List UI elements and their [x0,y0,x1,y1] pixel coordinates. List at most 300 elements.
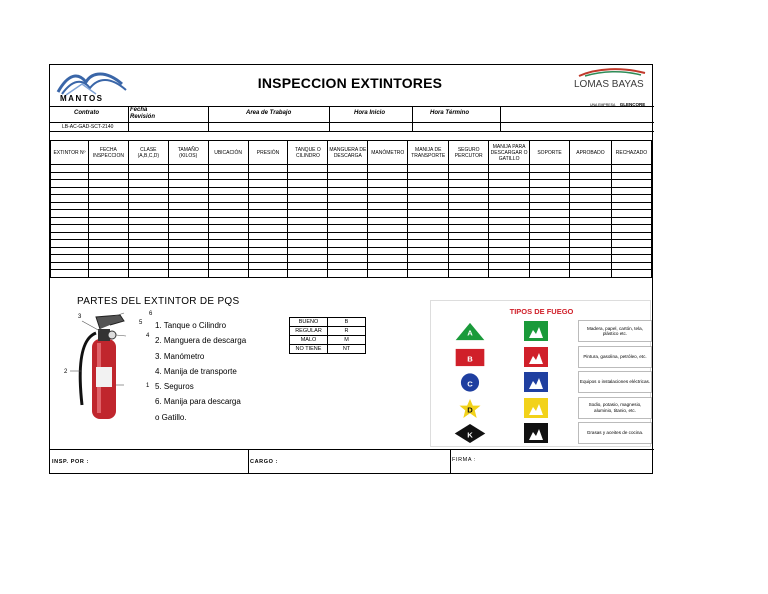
column-header: SOPORTE [530,141,570,165]
fire-class-b-icon [453,347,487,368]
table-cell[interactable] [288,187,328,195]
table-cell[interactable] [288,255,328,263]
table-cell[interactable] [51,202,89,210]
lomas-bayas-sub [590,93,645,111]
table-cell[interactable] [368,247,408,255]
table-cell[interactable] [51,195,89,203]
table-cell[interactable] [208,247,248,255]
table-cell[interactable] [128,180,168,188]
table-cell[interactable] [88,195,128,203]
code-row-bottom [50,131,654,132]
fire-class-letter: K [467,430,473,440]
fire-type-description: Sodio, potasio, magnesio, aluminio, titanio, etc. [579,398,651,418]
table-cell[interactable] [248,180,288,188]
table-cell[interactable] [248,217,288,225]
table-cell[interactable] [449,240,489,248]
part-item: 3. Manómetro [155,351,205,361]
mantos-logo-text: MANTOS [60,94,104,103]
table-cell[interactable] [288,202,328,210]
table-cell[interactable] [530,195,570,203]
fire-class-letter: D [467,404,473,414]
table-cell[interactable] [569,195,611,203]
table-row [51,195,652,203]
table-cell[interactable] [368,210,408,218]
table-cell[interactable] [328,180,368,188]
table-cell[interactable] [168,247,208,255]
extinguisher-icon [80,315,124,419]
table-cell[interactable] [530,247,570,255]
table-cell[interactable] [408,187,449,195]
table-cell[interactable] [611,210,651,218]
lomas-swoosh-icon [577,67,647,77]
table-cell[interactable] [288,225,328,233]
table-cell[interactable] [569,172,611,180]
table-cell[interactable] [128,270,168,278]
table-cell[interactable] [489,217,530,225]
table-cell[interactable] [569,210,611,218]
fire-class-letter: A [467,328,473,338]
table-cell[interactable] [408,180,449,188]
table-cell[interactable] [368,255,408,263]
callout-6: 6 [149,311,153,317]
table-cell[interactable] [489,202,530,210]
signature-divider [450,449,451,474]
info-divider [329,106,330,131]
table-cell[interactable] [51,172,89,180]
table-cell[interactable] [569,247,611,255]
table-cell[interactable] [408,262,449,270]
table-cell[interactable] [168,225,208,233]
legend-code: NT [328,345,366,354]
table-cell[interactable] [368,262,408,270]
fire-type-row [431,398,652,422]
table-cell[interactable] [208,187,248,195]
table-cell[interactable] [489,180,530,188]
fire-class-d-icon [453,398,487,419]
table-cell[interactable] [489,247,530,255]
table-cell[interactable] [51,180,89,188]
table-cell[interactable] [248,247,288,255]
table-cell[interactable] [489,232,530,240]
column-header: PRESIÓN [248,141,288,165]
legend-label: NO TIENE [290,345,328,354]
table-body [51,165,652,278]
table-cell[interactable] [489,262,530,270]
mantos-mountain-icon [56,68,128,96]
company-sub-label: UNA EMPRESA [590,103,616,107]
table-cell[interactable] [208,180,248,188]
column-header: MANGUERA DE DESCARGA [328,141,368,165]
table-cell[interactable] [128,217,168,225]
table-cell[interactable] [611,180,651,188]
table-cell[interactable] [288,240,328,248]
table-cell[interactable] [569,232,611,240]
table-cell[interactable] [408,255,449,263]
table-cell[interactable] [569,165,611,173]
table-cell[interactable] [449,270,489,278]
table-cell[interactable] [449,172,489,180]
table-cell[interactable] [611,232,651,240]
table-cell[interactable] [530,232,570,240]
table-row [51,270,652,278]
table-cell[interactable] [611,255,651,263]
table-cell[interactable] [368,232,408,240]
table-cell[interactable] [408,195,449,203]
table-cell[interactable] [51,270,89,278]
table-cell[interactable] [128,187,168,195]
fire-types-title: TIPOS DE FUEGO [509,307,574,316]
callout-4: 4 [146,333,150,339]
table-cell[interactable] [128,255,168,263]
column-header: RECHAZADO [611,141,651,165]
page-title: INSPECCION EXTINTORES [257,75,443,91]
lomas-bayas-logo [572,67,652,107]
table-cell[interactable] [449,217,489,225]
fire-class-letter: B [467,353,473,363]
table-cell[interactable] [328,232,368,240]
table-cell[interactable] [449,180,489,188]
table-cell[interactable] [128,240,168,248]
fire-pictogram-icon [524,321,548,341]
part-item: 5. Seguros [155,382,194,392]
table-cell[interactable] [88,270,128,278]
table-cell[interactable] [328,187,368,195]
table-cell[interactable] [489,240,530,248]
table-cell[interactable] [168,172,208,180]
table-cell[interactable] [208,270,248,278]
table-cell[interactable] [611,165,651,173]
table-cell[interactable] [569,180,611,188]
table-cell[interactable] [248,240,288,248]
table-cell[interactable] [449,210,489,218]
table-cell[interactable] [569,217,611,225]
table-cell[interactable] [569,202,611,210]
fecha-revision-label: Fecha Revisión [130,107,156,120]
callout-5: 5 [139,320,143,326]
table-cell[interactable] [51,187,89,195]
table-cell[interactable] [408,232,449,240]
column-header: SEGURO PERCUTOR [449,141,489,165]
table-cell[interactable] [368,187,408,195]
legend-label: MALO [290,336,328,345]
table-row [51,217,652,225]
table-cell[interactable] [408,240,449,248]
table-cell[interactable] [489,210,530,218]
table-cell[interactable] [88,255,128,263]
mantos-logo [56,68,128,104]
column-header: FECHA INSPECCION [88,141,128,165]
table-cell[interactable] [328,262,368,270]
table-cell[interactable] [168,195,208,203]
table-cell[interactable] [449,247,489,255]
table-cell[interactable] [328,172,368,180]
table-cell[interactable] [489,187,530,195]
table-cell[interactable] [611,225,651,233]
table-row [51,165,652,173]
table-cell[interactable] [368,217,408,225]
table-cell[interactable] [449,165,489,173]
column-header: APROBADO [569,141,611,165]
table-cell[interactable] [288,232,328,240]
table-cell[interactable] [88,180,128,188]
table-cell[interactable] [408,225,449,233]
table-cell[interactable] [530,255,570,263]
table-cell[interactable] [611,195,651,203]
table-cell[interactable] [51,165,89,173]
table-cell[interactable] [208,165,248,173]
table-cell[interactable] [288,165,328,173]
table-cell[interactable] [530,172,570,180]
table-cell[interactable] [248,210,288,218]
column-header: MANIJA PARA DESCARGAR O GATILLO [489,141,530,165]
table-cell[interactable] [128,262,168,270]
table-cell[interactable] [489,225,530,233]
column-header: UBICACIÓN [208,141,248,165]
table-cell[interactable] [489,172,530,180]
table-cell[interactable] [288,247,328,255]
table-cell[interactable] [368,240,408,248]
fire-type-row [431,423,652,447]
table-cell[interactable] [449,255,489,263]
table-cell[interactable] [168,270,208,278]
table-cell[interactable] [449,202,489,210]
table-cell[interactable] [288,210,328,218]
table-cell[interactable] [128,225,168,233]
table-cell[interactable] [408,217,449,225]
table-cell[interactable] [168,180,208,188]
table-cell[interactable] [248,262,288,270]
legend-row [290,345,366,354]
extinguisher-illustration [60,309,142,425]
fire-type-description: Grasas y aceites de cocina. [579,423,651,443]
table-cell[interactable] [530,262,570,270]
table-cell[interactable] [328,247,368,255]
table-cell[interactable] [288,270,328,278]
table-row [51,247,652,255]
table-cell[interactable] [328,255,368,263]
table-cell[interactable] [328,240,368,248]
table-cell[interactable] [168,165,208,173]
table-cell[interactable] [88,247,128,255]
table-cell[interactable] [328,202,368,210]
table-cell[interactable] [51,255,89,263]
table-cell[interactable] [248,202,288,210]
table-cell[interactable] [51,232,89,240]
table-cell[interactable] [408,247,449,255]
table-cell[interactable] [128,232,168,240]
fire-pictogram-icon [524,423,548,443]
lomas-bayas-text: LOMAS BAYAS [574,79,644,90]
signature-divider [248,449,249,474]
table-cell[interactable] [569,240,611,248]
table-cell[interactable] [368,225,408,233]
column-header: MANIJA DE TRANSPORTE [408,141,449,165]
table-cell[interactable] [51,217,89,225]
table-cell[interactable] [328,210,368,218]
table-cell[interactable] [288,180,328,188]
table-cell[interactable] [408,270,449,278]
table-cell[interactable] [248,165,288,173]
info-divider [208,106,209,131]
table-cell[interactable] [449,232,489,240]
table-cell[interactable] [449,225,489,233]
table-cell[interactable] [569,187,611,195]
table-cell[interactable] [368,172,408,180]
table-cell[interactable] [530,165,570,173]
table-cell[interactable] [208,210,248,218]
table-cell[interactable] [408,210,449,218]
table-cell[interactable] [569,225,611,233]
table-cell[interactable] [168,262,208,270]
table-cell[interactable] [88,187,128,195]
table-cell[interactable] [168,217,208,225]
table-cell[interactable] [328,270,368,278]
table-cell[interactable] [530,187,570,195]
table-cell[interactable] [530,202,570,210]
table-cell[interactable] [88,210,128,218]
table-cell[interactable] [288,172,328,180]
table-cell[interactable] [248,255,288,263]
table-cell[interactable] [88,232,128,240]
fire-pictogram-icon [524,398,548,418]
table-cell[interactable] [489,270,530,278]
table-cell[interactable] [88,217,128,225]
table-cell[interactable] [449,262,489,270]
part-item: 2. Manguera de descarga [155,336,247,346]
table-cell[interactable] [208,240,248,248]
fire-type-description: Equipos o instalaciones eléctricas. [579,372,651,392]
table-cell[interactable] [530,217,570,225]
table-cell[interactable] [611,262,651,270]
table-cell[interactable] [408,202,449,210]
signature-row-top [50,449,654,450]
table-cell[interactable] [611,202,651,210]
inspection-table [50,140,652,278]
table-cell[interactable] [88,240,128,248]
table-cell[interactable] [611,270,651,278]
table-cell[interactable] [88,262,128,270]
table-cell[interactable] [489,255,530,263]
table-cell[interactable] [88,225,128,233]
table-cell[interactable] [51,262,89,270]
table-cell[interactable] [208,202,248,210]
table-cell[interactable] [51,225,89,233]
callout-3: 3 [78,314,82,320]
legend-label: BUENO [290,318,328,327]
table-row [51,232,652,240]
table-cell[interactable] [328,217,368,225]
table-cell[interactable] [368,180,408,188]
table-cell[interactable] [128,195,168,203]
table-cell[interactable] [128,202,168,210]
table-cell[interactable] [611,247,651,255]
table-cell[interactable] [449,187,489,195]
table-cell[interactable] [88,172,128,180]
table-cell[interactable] [248,225,288,233]
table-cell[interactable] [569,270,611,278]
table-cell[interactable] [611,187,651,195]
table-cell[interactable] [368,195,408,203]
table-cell[interactable] [128,172,168,180]
table-cell[interactable] [208,262,248,270]
legend-code: M [328,336,366,345]
table-cell[interactable] [248,172,288,180]
fire-class-k-icon [453,423,487,444]
table-cell[interactable] [288,195,328,203]
table-cell[interactable] [489,165,530,173]
table-cell[interactable] [168,255,208,263]
table-cell[interactable] [530,240,570,248]
fire-class-letter: C [467,379,473,389]
table-cell[interactable] [288,262,328,270]
table-cell[interactable] [368,202,408,210]
table-cell[interactable] [51,247,89,255]
table-cell[interactable] [248,270,288,278]
table-cell[interactable] [449,195,489,203]
table-cell[interactable] [569,255,611,263]
column-header: TANQUE O CILINDRO [288,141,328,165]
table-cell[interactable] [611,217,651,225]
table-cell[interactable] [328,225,368,233]
table-cell[interactable] [530,210,570,218]
table-cell[interactable] [168,187,208,195]
table-row [51,262,652,270]
table-cell[interactable] [408,172,449,180]
hora-termino-label: Hora Término [430,110,470,116]
table-cell[interactable] [569,262,611,270]
table-cell[interactable] [248,187,288,195]
fire-class-a-icon [453,321,487,342]
table-cell[interactable] [168,202,208,210]
table-cell[interactable] [88,202,128,210]
table-cell[interactable] [288,217,328,225]
table-cell[interactable] [168,240,208,248]
table-cell[interactable] [611,240,651,248]
table-cell[interactable] [168,210,208,218]
table-cell[interactable] [208,172,248,180]
table-cell[interactable] [208,225,248,233]
table-cell[interactable] [530,270,570,278]
table-cell[interactable] [368,270,408,278]
fire-type-row [431,321,652,345]
table-cell[interactable] [168,232,208,240]
table-cell[interactable] [611,172,651,180]
table-cell[interactable] [51,210,89,218]
table-cell[interactable] [128,165,168,173]
table-cell[interactable] [88,165,128,173]
table-row [51,255,652,263]
table-cell[interactable] [489,195,530,203]
table-cell[interactable] [208,255,248,263]
table-cell[interactable] [328,165,368,173]
table-cell[interactable] [368,165,408,173]
table-cell[interactable] [248,232,288,240]
table-cell[interactable] [128,247,168,255]
table-cell[interactable] [408,165,449,173]
fire-types-panel [430,300,651,447]
fire-pictogram-icon [524,347,548,367]
table-cell[interactable] [248,195,288,203]
table-cell[interactable] [208,232,248,240]
table-cell[interactable] [530,180,570,188]
table-cell[interactable] [208,195,248,203]
table-cell[interactable] [208,217,248,225]
legend-table [289,317,366,354]
table-cell[interactable] [51,240,89,248]
table-cell[interactable] [128,210,168,218]
table-cell[interactable] [530,225,570,233]
table-cell[interactable] [328,195,368,203]
